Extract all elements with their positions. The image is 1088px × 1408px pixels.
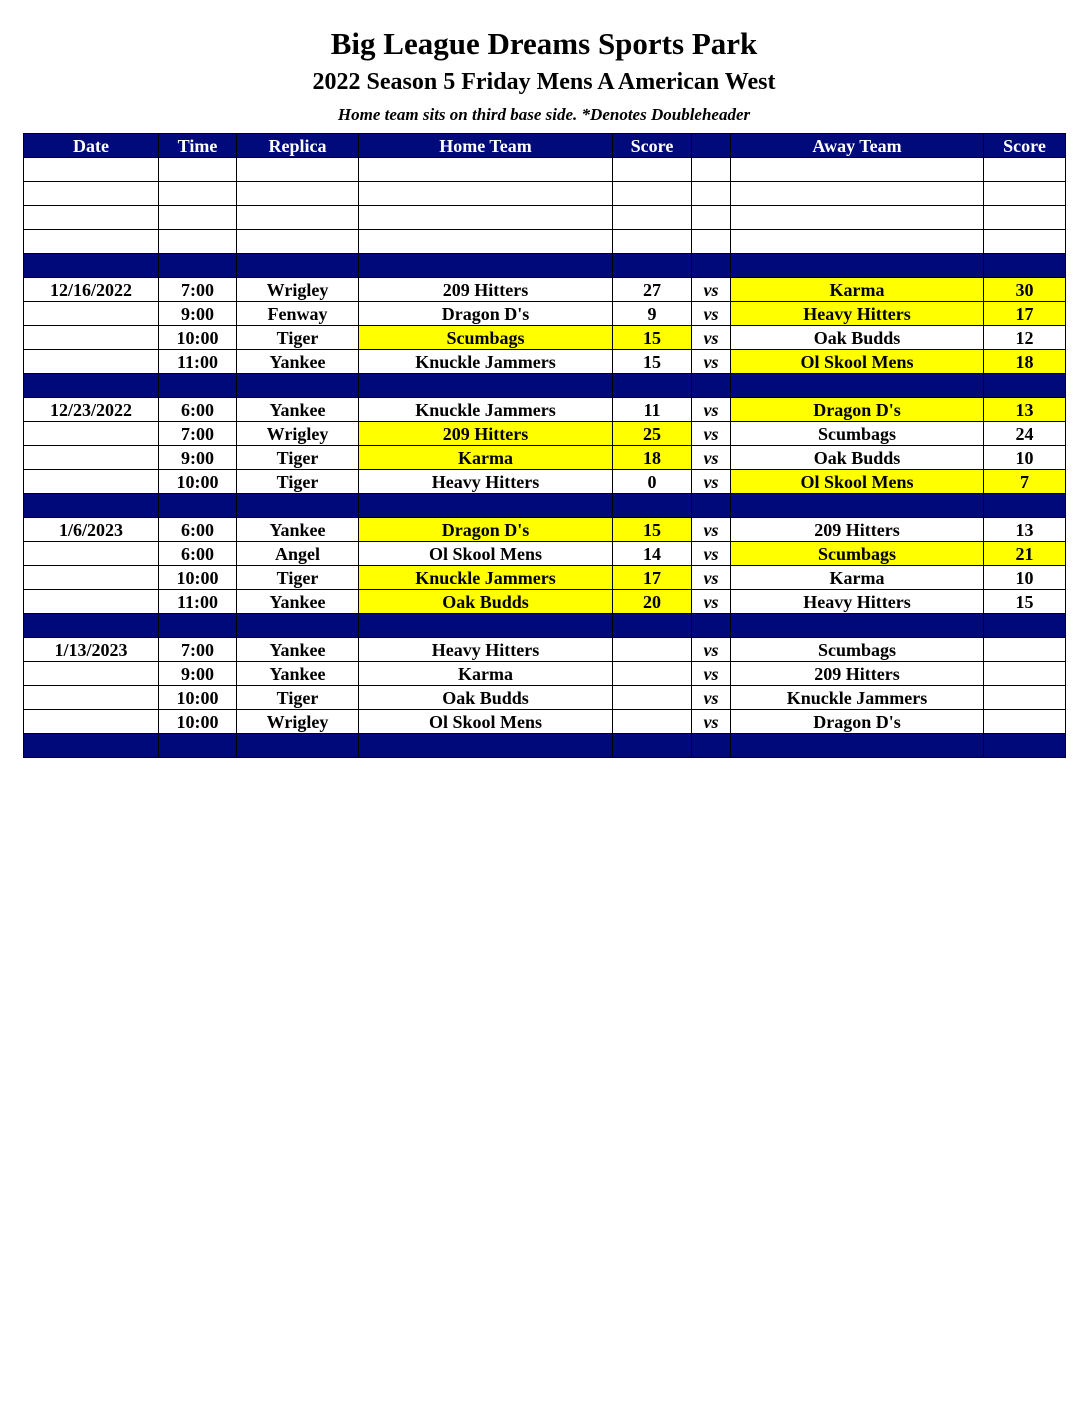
date-cell — [24, 590, 159, 614]
week-separator — [24, 614, 1066, 638]
time-cell: 9:00 — [159, 446, 237, 470]
week-separator-cell — [237, 614, 359, 638]
vs-cell: vs — [692, 446, 731, 470]
home-team-cell: Heavy Hitters — [359, 638, 613, 662]
blank-row-cell — [237, 182, 359, 206]
home-score-cell — [613, 638, 692, 662]
col-away-score-header: Score — [984, 134, 1066, 158]
home-team-cell: Ol Skool Mens — [359, 710, 613, 734]
week-separator — [24, 254, 1066, 278]
away-team-cell: Ol Skool Mens — [731, 470, 984, 494]
date-cell — [24, 350, 159, 374]
page-title: Big League Dreams Sports Park — [330, 26, 758, 61]
away-team-cell: Karma — [731, 278, 984, 302]
week-separator-cell — [24, 614, 159, 638]
away-score-cell: 24 — [984, 422, 1066, 446]
home-score-cell: 0 — [613, 470, 692, 494]
home-team-cell: 209 Hitters — [359, 278, 613, 302]
vs-cell: vs — [692, 518, 731, 542]
away-team-cell: Heavy Hitters — [731, 302, 984, 326]
away-score-cell: 21 — [984, 542, 1066, 566]
time-cell: 6:00 — [159, 542, 237, 566]
away-team-cell: Oak Budds — [731, 446, 984, 470]
time-cell: 11:00 — [159, 590, 237, 614]
week-separator-cell — [159, 254, 237, 278]
date-cell: 12/16/2022 — [24, 278, 159, 302]
week-separator-cell — [159, 374, 237, 398]
away-team-cell: Scumbags — [731, 422, 984, 446]
date-cell — [24, 302, 159, 326]
away-score-cell: 13 — [984, 398, 1066, 422]
blank-row-cell — [984, 206, 1066, 230]
vs-cell: vs — [692, 590, 731, 614]
week-separator-cell — [24, 734, 159, 758]
vs-cell: vs — [692, 638, 731, 662]
home-score-cell: 20 — [613, 590, 692, 614]
vs-cell: vs — [692, 398, 731, 422]
blank-row-cell — [159, 230, 237, 254]
blank-row-cell — [692, 158, 731, 182]
week-separator-cell — [692, 374, 731, 398]
week-separator-cell — [359, 374, 613, 398]
home-score-cell: 25 — [613, 422, 692, 446]
game-row — [24, 566, 1066, 590]
date-cell: 1/13/2023 — [24, 638, 159, 662]
week-separator-cell — [984, 374, 1066, 398]
col-home-score-header: Score — [613, 134, 692, 158]
week-separator-cell — [692, 614, 731, 638]
replica-cell: Wrigley — [237, 422, 359, 446]
blank-row-cell — [984, 158, 1066, 182]
away-team-cell: Dragon D's — [731, 710, 984, 734]
time-cell: 6:00 — [159, 398, 237, 422]
week-separator-cell — [984, 494, 1066, 518]
replica-cell: Tiger — [237, 566, 359, 590]
blank-row-cell — [359, 230, 613, 254]
away-score-cell: 10 — [984, 566, 1066, 590]
blank-row-cell — [692, 182, 731, 206]
vs-cell: vs — [692, 566, 731, 590]
blank-row-cell — [359, 182, 613, 206]
replica-cell: Tiger — [237, 686, 359, 710]
home-score-cell: 17 — [613, 566, 692, 590]
time-cell: 10:00 — [159, 470, 237, 494]
week-separator — [24, 494, 1066, 518]
blank-row-cell — [731, 206, 984, 230]
game-row — [24, 686, 1066, 710]
replica-cell: Angel — [237, 542, 359, 566]
blank-row — [24, 158, 1066, 182]
blank-row-cell — [731, 230, 984, 254]
date-cell — [24, 662, 159, 686]
vs-cell: vs — [692, 302, 731, 326]
blank-row-cell — [24, 182, 159, 206]
week-separator-cell — [731, 494, 984, 518]
date-cell — [24, 710, 159, 734]
blank-row-cell — [731, 182, 984, 206]
away-team-cell: Oak Budds — [731, 326, 984, 350]
replica-cell: Yankee — [237, 638, 359, 662]
blank-row-cell — [359, 158, 613, 182]
vs-cell: vs — [692, 662, 731, 686]
date-cell — [24, 326, 159, 350]
replica-cell: Yankee — [237, 518, 359, 542]
game-row — [24, 590, 1066, 614]
time-cell: 10:00 — [159, 326, 237, 350]
week-separator-cell — [692, 494, 731, 518]
week-separator-cell — [613, 614, 692, 638]
away-score-cell: 10 — [984, 446, 1066, 470]
week-separator-cell — [159, 494, 237, 518]
replica-cell: Tiger — [237, 470, 359, 494]
time-cell: 7:00 — [159, 422, 237, 446]
home-score-cell: 11 — [613, 398, 692, 422]
blank-row-cell — [692, 206, 731, 230]
home-score-cell: 15 — [613, 518, 692, 542]
week-separator-cell — [613, 254, 692, 278]
home-score-cell: 15 — [613, 326, 692, 350]
blank-row-cell — [237, 158, 359, 182]
page-subtitle: 2022 Season 5 Friday Mens A American West — [312, 69, 776, 95]
date-cell — [24, 422, 159, 446]
week-separator-cell — [359, 254, 613, 278]
week-separator-cell — [731, 254, 984, 278]
time-cell: 10:00 — [159, 686, 237, 710]
away-team-cell: Scumbags — [731, 638, 984, 662]
game-row — [24, 446, 1066, 470]
away-score-cell: 12 — [984, 326, 1066, 350]
blank-row-cell — [24, 230, 159, 254]
game-row — [24, 422, 1066, 446]
blank-row-cell — [731, 158, 984, 182]
home-team-cell: Dragon D's — [359, 302, 613, 326]
blank-row-cell — [613, 182, 692, 206]
away-score-cell: 13 — [984, 518, 1066, 542]
home-team-cell: Knuckle Jammers — [359, 350, 613, 374]
away-score-cell — [984, 686, 1066, 710]
time-cell: 7:00 — [159, 278, 237, 302]
col-time-header: Time — [159, 134, 237, 158]
vs-cell: vs — [692, 278, 731, 302]
week-separator-cell — [731, 374, 984, 398]
home-team-cell: Knuckle Jammers — [359, 566, 613, 590]
home-team-cell: Dragon D's — [359, 518, 613, 542]
game-row — [24, 638, 1066, 662]
blank-row-cell — [692, 230, 731, 254]
game-row — [24, 326, 1066, 350]
time-cell: 6:00 — [159, 518, 237, 542]
home-team-cell: 209 Hitters — [359, 422, 613, 446]
date-cell: 12/23/2022 — [24, 398, 159, 422]
away-score-cell: 17 — [984, 302, 1066, 326]
away-team-cell: Knuckle Jammers — [731, 686, 984, 710]
home-team-cell: Heavy Hitters — [359, 470, 613, 494]
time-cell: 10:00 — [159, 566, 237, 590]
game-row — [24, 542, 1066, 566]
away-team-cell: Karma — [731, 566, 984, 590]
col-replica-header: Replica — [237, 134, 359, 158]
date-cell — [24, 686, 159, 710]
blank-row — [24, 230, 1066, 254]
week-separator-cell — [159, 614, 237, 638]
away-team-cell: 209 Hitters — [731, 518, 984, 542]
blank-row-cell — [613, 206, 692, 230]
blank-row-cell — [613, 158, 692, 182]
vs-cell: vs — [692, 350, 731, 374]
replica-cell: Fenway — [237, 302, 359, 326]
blank-row — [24, 182, 1066, 206]
home-score-cell: 27 — [613, 278, 692, 302]
replica-cell: Wrigley — [237, 278, 359, 302]
week-separator-cell — [237, 374, 359, 398]
week-separator — [24, 734, 1066, 758]
time-cell: 9:00 — [159, 302, 237, 326]
game-row — [24, 710, 1066, 734]
replica-cell: Yankee — [237, 350, 359, 374]
page-note: Home team sits on third base side. *Denotes Doubleheader — [337, 105, 751, 124]
home-team-cell: Oak Budds — [359, 590, 613, 614]
blank-row-cell — [24, 158, 159, 182]
week-separator-cell — [984, 734, 1066, 758]
home-score-cell: 15 — [613, 350, 692, 374]
blank-row-cell — [237, 230, 359, 254]
replica-cell: Yankee — [237, 590, 359, 614]
home-score-cell: 14 — [613, 542, 692, 566]
time-cell: 7:00 — [159, 638, 237, 662]
replica-cell: Wrigley — [237, 710, 359, 734]
week-separator-cell — [984, 614, 1066, 638]
week-separator-cell — [24, 494, 159, 518]
col-away-team-header: Away Team — [731, 134, 984, 158]
col-date-header: Date — [24, 134, 159, 158]
date-cell: 1/6/2023 — [24, 518, 159, 542]
home-team-cell: Karma — [359, 446, 613, 470]
week-separator-cell — [359, 734, 613, 758]
away-team-cell: Scumbags — [731, 542, 984, 566]
home-team-cell: Scumbags — [359, 326, 613, 350]
schedule-body — [24, 158, 1066, 758]
blank-row-cell — [613, 230, 692, 254]
away-team-cell: Dragon D's — [731, 398, 984, 422]
week-separator-cell — [613, 374, 692, 398]
week-separator-cell — [24, 374, 159, 398]
week-separator-cell — [359, 614, 613, 638]
away-score-cell: 15 — [984, 590, 1066, 614]
away-team-cell: Ol Skool Mens — [731, 350, 984, 374]
away-score-cell: 18 — [984, 350, 1066, 374]
away-score-cell: 30 — [984, 278, 1066, 302]
week-separator-cell — [24, 254, 159, 278]
col-home-team-header: Home Team — [359, 134, 613, 158]
week-separator-cell — [237, 734, 359, 758]
week-separator-cell — [731, 614, 984, 638]
week-separator-cell — [731, 734, 984, 758]
week-separator-cell — [984, 254, 1066, 278]
replica-cell: Tiger — [237, 446, 359, 470]
game-row — [24, 278, 1066, 302]
blank-row-cell — [159, 182, 237, 206]
away-score-cell — [984, 710, 1066, 734]
blank-row-cell — [159, 206, 237, 230]
blank-row-cell — [24, 206, 159, 230]
game-row — [24, 350, 1066, 374]
blank-row-cell — [359, 206, 613, 230]
blank-row-cell — [984, 230, 1066, 254]
week-separator-cell — [159, 734, 237, 758]
blank-row-cell — [159, 158, 237, 182]
home-score-cell — [613, 686, 692, 710]
week-separator-cell — [613, 734, 692, 758]
vs-cell: vs — [692, 710, 731, 734]
col-vs-header — [692, 134, 731, 158]
home-team-cell: Oak Budds — [359, 686, 613, 710]
home-team-cell: Knuckle Jammers — [359, 398, 613, 422]
away-team-cell: Heavy Hitters — [731, 590, 984, 614]
schedule-table — [23, 133, 1066, 758]
vs-cell: vs — [692, 542, 731, 566]
time-cell: 9:00 — [159, 662, 237, 686]
away-score-cell — [984, 662, 1066, 686]
week-separator-cell — [692, 734, 731, 758]
home-score-cell: 9 — [613, 302, 692, 326]
home-score-cell — [613, 710, 692, 734]
blank-row-cell — [984, 182, 1066, 206]
game-row — [24, 470, 1066, 494]
home-team-cell: Karma — [359, 662, 613, 686]
time-cell: 11:00 — [159, 350, 237, 374]
week-separator-cell — [613, 494, 692, 518]
vs-cell: vs — [692, 470, 731, 494]
home-team-cell: Ol Skool Mens — [359, 542, 613, 566]
away-score-cell — [984, 638, 1066, 662]
vs-cell: vs — [692, 422, 731, 446]
game-row — [24, 398, 1066, 422]
date-cell — [24, 542, 159, 566]
vs-cell: vs — [692, 686, 731, 710]
week-separator-cell — [692, 254, 731, 278]
game-row — [24, 302, 1066, 326]
week-separator-cell — [237, 494, 359, 518]
replica-cell: Tiger — [237, 326, 359, 350]
home-score-cell — [613, 662, 692, 686]
date-cell — [24, 566, 159, 590]
replica-cell: Yankee — [237, 662, 359, 686]
week-separator-cell — [237, 254, 359, 278]
week-separator-cell — [359, 494, 613, 518]
date-cell — [24, 470, 159, 494]
blank-row-cell — [237, 206, 359, 230]
header-row — [24, 134, 1066, 158]
away-team-cell: 209 Hitters — [731, 662, 984, 686]
home-score-cell: 18 — [613, 446, 692, 470]
game-row — [24, 518, 1066, 542]
vs-cell: vs — [692, 326, 731, 350]
week-separator — [24, 374, 1066, 398]
time-cell: 10:00 — [159, 710, 237, 734]
date-cell — [24, 446, 159, 470]
away-score-cell: 7 — [984, 470, 1066, 494]
game-row — [24, 662, 1066, 686]
replica-cell: Yankee — [237, 398, 359, 422]
blank-row — [24, 206, 1066, 230]
